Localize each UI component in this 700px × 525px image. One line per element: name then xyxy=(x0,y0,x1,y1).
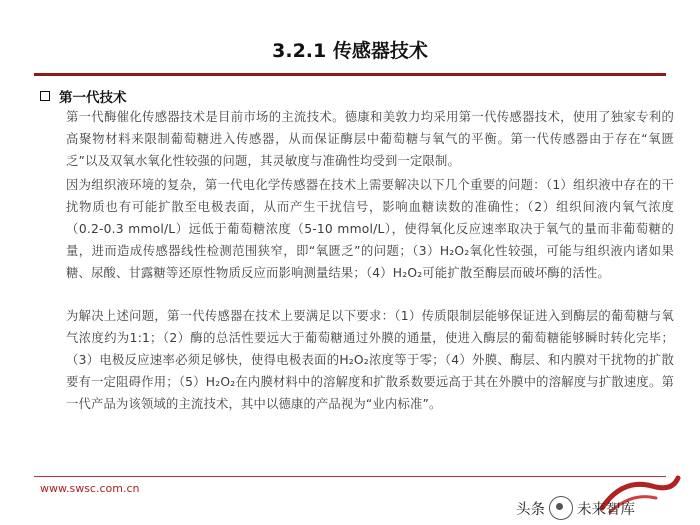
footer-divider xyxy=(34,476,666,477)
paragraph-1: 第一代酶催化传感器技术是目前市场的主流技术。德康和美敦力均采用第一代传感器技术，使用了独家专利的高聚物材料来限制葡萄糖进入传感器，从而保证酶层中葡萄糖与氧气的平衡。第一代传感器由于存在“氧匮乏”以及双氧水氧化性较强的问题，其灵敏度与准确性均受到一定限制。 xyxy=(66,110,674,168)
watermark-author: 未来智库 xyxy=(577,501,635,518)
paragraph-2: 因为组织液环境的复杂，第一代电化学传感器在技术上需要解决以下几个重要的问题：（1）组织液中存在的干扰物质也有可能扩散至电极表面，从而产生干扰信号，影响血糖读数的准确性；（2）组织间液内氧气浓度（0.2-0.3 mmol/L）远低于葡萄糖浓度（5-10 mmol/L），使得氧化反应速率取决于氧气的量而非葡萄糖的量，进而造成传感器线性检测范围狭窄，即“氧匮乏”的问题；（3）H₂O₂氧化性较强，可能与组织液内诸如果糖、尿酸、甘露糖等还原性物质反应而影响测量结果；（4）H₂O₂可能扩散至酶层而破坏酶的活性。 xyxy=(66,178,674,280)
paragraph-3: 为解决上述问题，第一代传感器在技术上要满足以下要求：（1）传质限制层能够保证进入到酶层的葡萄糖与氧气浓度约为1:1；（2）酶的总活性要远大于葡萄糖通过外膜的通量，使进入酶层的葡萄糖能够瞬时转化完毕；（3）电极反应速率必须足够快，使得电极表面的H₂O₂浓度等于零；（4）外膜、酶层、和内膜对干扰物的扩散要有一定阻碍作用；（5）H₂O₂在内膜材料中的溶解度和扩散系数要远高于其在外膜中的溶解度与扩散速度。第一代产品为该领域的主流技术，其中以德康的产品视为“业内标准”。 xyxy=(66,309,674,411)
section-heading-label: 第一代技术 xyxy=(59,90,127,106)
title-divider xyxy=(34,73,666,76)
watermark xyxy=(516,496,635,520)
page-title: 3.2.1 传感器技术 xyxy=(272,40,428,62)
square-bullet-icon xyxy=(40,91,50,101)
watermark-logo-icon xyxy=(549,496,573,520)
watermark-source: 头条 xyxy=(516,501,545,518)
footer-url: www.swsc.com.cn xyxy=(40,482,140,495)
section-heading xyxy=(40,86,127,106)
